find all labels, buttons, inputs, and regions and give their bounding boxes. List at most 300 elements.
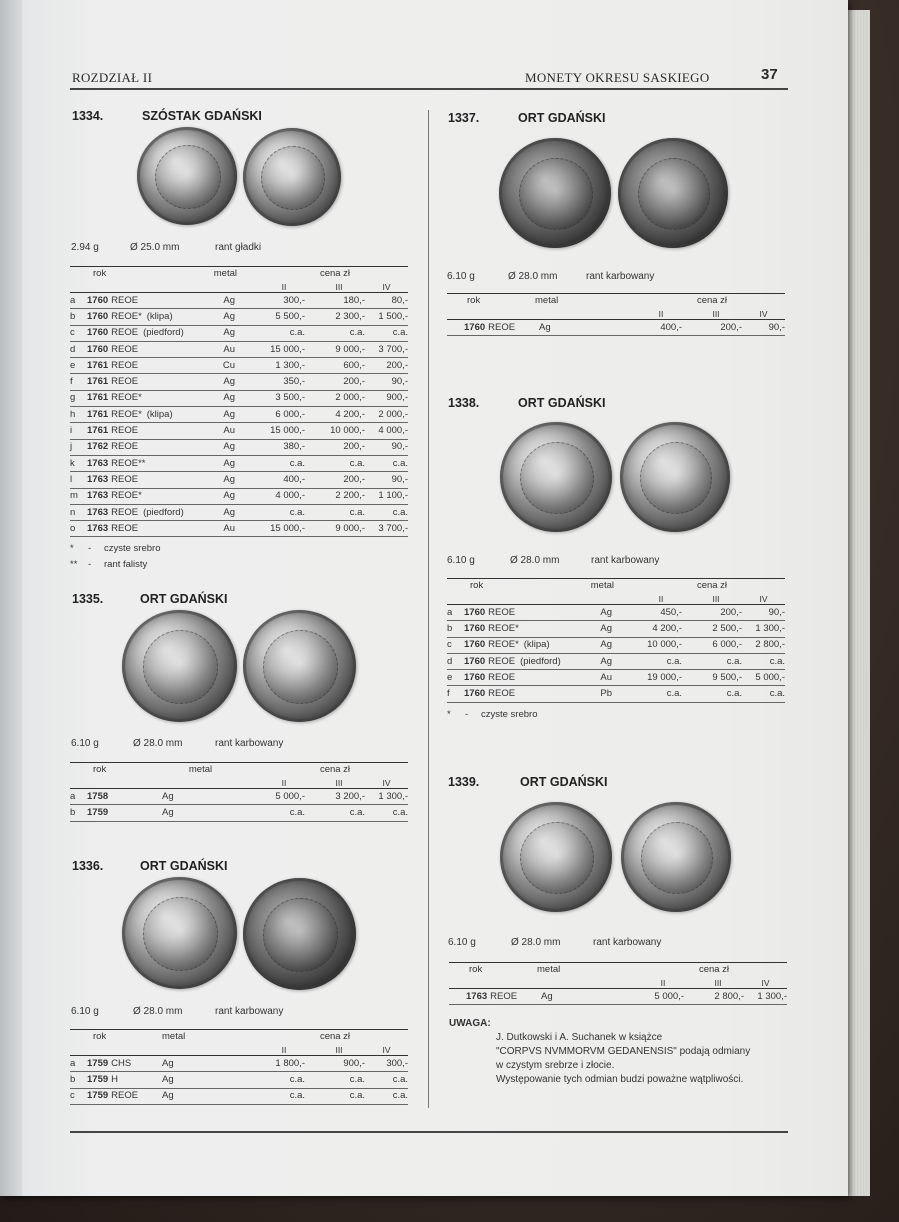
grade-header: II xyxy=(243,777,305,789)
mintmark: REOE* xyxy=(111,392,142,404)
table-row xyxy=(70,439,408,455)
year: 1760 xyxy=(464,655,486,667)
mintmark: REOE xyxy=(111,294,139,306)
price-iv: c.a. xyxy=(365,1088,408,1104)
grade-header: IV xyxy=(742,308,785,320)
uwaga-line: J. Dutkowski i A. Suchanek w książce xyxy=(496,1032,663,1043)
coin-obverse-1336 xyxy=(122,877,237,989)
entry-number-1334: 1334. xyxy=(72,109,104,123)
diameter-1339: Ø 28.0 mm xyxy=(511,937,561,948)
note-mark: ** xyxy=(70,559,78,570)
row-letter: e xyxy=(447,670,462,686)
grade-header: II xyxy=(622,977,684,989)
year: 1761 xyxy=(87,376,109,388)
price-iii: 200,- xyxy=(305,374,365,390)
price-iv: c.a. xyxy=(742,686,785,702)
grade-header: IV xyxy=(365,1044,408,1056)
mintmark: REOE xyxy=(111,441,139,453)
row-year-mint xyxy=(85,439,203,455)
price-iii: 2 200,- xyxy=(305,488,365,504)
cena-header: cena zł xyxy=(682,579,742,594)
table-row xyxy=(447,320,785,336)
year: 1762 xyxy=(87,441,109,453)
price-ii: 5 500,- xyxy=(243,309,305,325)
price-ii: 15 000,- xyxy=(243,341,305,357)
price-iii: 200,- xyxy=(305,472,365,488)
section-title: MONETY OKRESU SASKIEGO xyxy=(525,70,710,85)
price-ii: 380,- xyxy=(243,439,305,455)
row-year-mint xyxy=(462,686,580,702)
row-letter: b xyxy=(447,621,462,637)
year: 1763 xyxy=(466,990,488,1002)
grade-header: IV xyxy=(365,281,408,293)
price-iii: 9 500,- xyxy=(682,670,742,686)
entry-number-1337: 1337. xyxy=(448,111,480,125)
table-row xyxy=(447,670,785,686)
footer-rule xyxy=(70,1131,788,1133)
year: 1760 xyxy=(464,688,486,700)
uwaga-line: w czystym srebrze i złocie. xyxy=(496,1060,615,1071)
table-row xyxy=(70,455,408,471)
table-row xyxy=(70,341,408,357)
variant: (klipa) xyxy=(146,310,173,322)
metal-header: metal xyxy=(580,579,620,594)
row-year-mint xyxy=(85,374,203,390)
price-iv: 90,- xyxy=(365,439,408,455)
price-iii: 180,- xyxy=(305,293,365,309)
table-row xyxy=(70,789,408,805)
row-letter: a xyxy=(70,1056,85,1072)
diameter-1337: Ø 28.0 mm xyxy=(508,271,558,282)
rok-header: rok xyxy=(85,1030,158,1045)
mintmark: REOE* xyxy=(111,408,142,420)
table-row xyxy=(449,989,787,1005)
page-number: 37 xyxy=(761,66,778,83)
price-table-1335 xyxy=(70,762,408,822)
coin-reverse-1334 xyxy=(243,128,341,226)
variant: (piedford) xyxy=(143,506,184,518)
uwaga-line: "CORPVS NVMMORVM GEDANENSIS" podają odmiany xyxy=(496,1046,751,1057)
metal: Ag xyxy=(203,407,243,423)
uwaga-label: UWAGA: xyxy=(449,1018,491,1029)
entry-title-1334: SZÓSTAK GDAŃSKI xyxy=(142,109,262,123)
price-iii: 900,- xyxy=(305,1056,365,1072)
note-text: rant falisty xyxy=(104,559,148,570)
row-letter: h xyxy=(70,407,85,423)
price-iv: 90,- xyxy=(742,605,785,621)
metal: Ag xyxy=(203,439,243,455)
entry-title-1337: ORT GDAŃSKI xyxy=(518,111,606,125)
price-iii: c.a. xyxy=(682,653,742,669)
price-iv: 2 000,- xyxy=(365,407,408,423)
row-year-mint xyxy=(85,325,203,341)
mintmark: REOE xyxy=(488,671,516,683)
price-ii: c.a. xyxy=(243,325,305,341)
table-row xyxy=(70,390,408,406)
row-letter: g xyxy=(70,390,85,406)
price-ii: 5 000,- xyxy=(622,989,684,1005)
row-year-mint xyxy=(462,670,580,686)
year: 1760 xyxy=(87,310,109,322)
cena-header: cena zł xyxy=(682,294,742,309)
price-iv: c.a. xyxy=(742,653,785,669)
price-table-1336 xyxy=(70,1029,408,1105)
price-iii: 2 500,- xyxy=(682,621,742,637)
row-letter: m xyxy=(70,488,85,504)
row-year-mint xyxy=(85,390,203,406)
price-iv: 1 100,- xyxy=(365,488,408,504)
metal: Ag xyxy=(203,390,243,406)
row-year-mint xyxy=(85,407,203,423)
price-ii: c.a. xyxy=(243,805,305,821)
price-iv: 80,- xyxy=(365,293,408,309)
row-letter: e xyxy=(70,358,85,374)
row-letter: c xyxy=(70,1088,85,1104)
row-letter: f xyxy=(70,374,85,390)
row-letter: a xyxy=(447,605,462,621)
entry-number-1335: 1335. xyxy=(72,592,104,606)
rok-header: rok xyxy=(85,267,203,282)
price-ii: 19 000,- xyxy=(620,670,682,686)
cena-header: cena zł xyxy=(305,267,365,282)
year: 1760 xyxy=(464,639,486,651)
grade-header: III xyxy=(305,281,365,293)
price-ii: 15 000,- xyxy=(243,423,305,439)
price-ii: 3 500,- xyxy=(243,390,305,406)
diameter-1334: Ø 25.0 mm xyxy=(130,242,180,253)
table-row xyxy=(70,805,408,821)
year: 1760 xyxy=(464,321,486,333)
price-iii: c.a. xyxy=(305,805,365,821)
row-year-mint xyxy=(85,488,203,504)
metal: Ag xyxy=(580,653,620,669)
table-row xyxy=(70,1056,408,1072)
price-iii: 4 200,- xyxy=(305,407,365,423)
edge-1337: rant karbowany xyxy=(586,271,655,282)
coin-obverse-1335 xyxy=(122,610,237,722)
cena-header: cena zł xyxy=(305,763,365,778)
row-letter: l xyxy=(70,472,85,488)
price-iii: 200,- xyxy=(305,439,365,455)
note-mark: * xyxy=(447,709,451,720)
grade-header: II xyxy=(243,281,305,293)
table-row xyxy=(447,605,785,621)
price-iv: 90,- xyxy=(365,374,408,390)
entry-number-1339: 1339. xyxy=(448,775,480,789)
table-row xyxy=(70,293,408,309)
mintmark: REOE xyxy=(111,376,139,388)
table-row xyxy=(70,407,408,423)
row-year-mint xyxy=(85,423,203,439)
row-year-mint xyxy=(462,320,535,336)
price-iv: 1 300,- xyxy=(365,789,408,805)
coin-obverse-1339 xyxy=(500,802,612,912)
mintmark: REOE* xyxy=(111,490,142,502)
table-row xyxy=(70,1072,408,1088)
metal: Ag xyxy=(158,789,243,805)
price-ii: 4 000,- xyxy=(243,488,305,504)
mintmark: REOE xyxy=(488,655,516,667)
rok-header: rok xyxy=(462,294,535,309)
metal: Ag xyxy=(203,455,243,471)
edge-1338: rant karbowany xyxy=(591,555,660,566)
metal: Ag xyxy=(203,374,243,390)
price-ii: c.a. xyxy=(243,1088,305,1104)
metal-header: metal xyxy=(158,763,243,778)
price-iv: c.a. xyxy=(365,504,408,520)
row-year-mint xyxy=(85,309,203,325)
column-divider xyxy=(428,110,429,1108)
price-ii: c.a. xyxy=(620,686,682,702)
year: 1761 xyxy=(87,359,109,371)
variant: (piedford) xyxy=(143,327,184,339)
price-iii: 600,- xyxy=(305,358,365,374)
rok-header: rok xyxy=(85,763,158,778)
coin-reverse-1339 xyxy=(621,802,731,912)
row-year-mint xyxy=(462,637,580,653)
price-iii: c.a. xyxy=(305,1088,365,1104)
year: 1760 xyxy=(464,606,486,618)
weight-1339: 6.10 g xyxy=(448,937,476,948)
row-letter: b xyxy=(70,1072,85,1088)
table-row xyxy=(70,488,408,504)
row-letter: f xyxy=(447,686,462,702)
year: 1759 xyxy=(87,1090,109,1102)
note-mark: * xyxy=(70,543,74,554)
metal-header: metal xyxy=(535,294,620,309)
rok-header: rok xyxy=(464,963,537,978)
metal: Au xyxy=(203,521,243,537)
row-year-mint xyxy=(85,1072,158,1088)
price-iv: c.a. xyxy=(365,455,408,471)
note-text: czyste srebro xyxy=(481,709,538,720)
price-iv: c.a. xyxy=(365,1072,408,1088)
grade-header: IV xyxy=(365,777,408,789)
price-ii: 4 200,- xyxy=(620,621,682,637)
mintmark: REOE xyxy=(488,606,516,618)
year: 1761 xyxy=(87,408,109,420)
price-ii: 300,- xyxy=(243,293,305,309)
row-year-mint xyxy=(85,472,203,488)
grade-header: II xyxy=(620,593,682,605)
row-letter: d xyxy=(70,341,85,357)
diameter-1336: Ø 28.0 mm xyxy=(133,1006,183,1017)
price-ii: c.a. xyxy=(620,653,682,669)
price-iii: 6 000,- xyxy=(682,637,742,653)
variant: (piedford) xyxy=(520,655,561,667)
year: 1759 xyxy=(87,806,109,818)
metal: Ag xyxy=(158,1072,243,1088)
row-year-mint xyxy=(462,605,580,621)
note-text: czyste srebro xyxy=(104,543,161,554)
price-iii: c.a. xyxy=(305,455,365,471)
edge-1339: rant karbowany xyxy=(593,937,662,948)
price-iii: 2 000,- xyxy=(305,390,365,406)
weight-1336: 6.10 g xyxy=(71,1006,99,1017)
cena-header: cena zł xyxy=(684,963,744,978)
weight-1338: 6.10 g xyxy=(447,555,475,566)
table-row xyxy=(447,621,785,637)
mintmark: REOE** xyxy=(111,457,146,469)
grade-header: III xyxy=(305,1044,365,1056)
price-table-1334 xyxy=(70,266,408,537)
price-iv: 90,- xyxy=(365,472,408,488)
year: 1763 xyxy=(87,522,109,534)
year: 1759 xyxy=(87,1073,109,1085)
uwaga-line: Występowanie tych odmian budzi poważne wątpliwości. xyxy=(496,1074,744,1085)
chapter-title: ROZDZIAŁ II xyxy=(72,70,153,85)
row-letter: k xyxy=(70,455,85,471)
table-row xyxy=(70,358,408,374)
row-letter: n xyxy=(70,504,85,520)
grade-header: IV xyxy=(742,593,785,605)
row-letter: b xyxy=(70,805,85,821)
mintmark: CHS xyxy=(111,1057,132,1069)
price-table-1338 xyxy=(447,578,785,703)
price-ii: 400,- xyxy=(620,320,682,336)
entry-title-1335: ORT GDAŃSKI xyxy=(140,592,228,606)
row-year-mint xyxy=(85,1088,158,1104)
year: 1760 xyxy=(87,343,109,355)
metal: Ag xyxy=(580,605,620,621)
cena-header: cena zł xyxy=(305,1030,365,1045)
row-letter: d xyxy=(447,653,462,669)
metal: Pb xyxy=(580,686,620,702)
weight-1334: 2.94 g xyxy=(71,242,99,253)
metal-header: metal xyxy=(537,963,622,978)
price-iv: 90,- xyxy=(742,320,785,336)
row-year-mint xyxy=(85,293,203,309)
metal: Ag xyxy=(537,989,622,1005)
price-iii: 10 000,- xyxy=(305,423,365,439)
price-iii: 3 200,- xyxy=(305,789,365,805)
table-row xyxy=(70,309,408,325)
rok-header: rok xyxy=(462,579,580,594)
variant: (klipa) xyxy=(146,408,173,420)
price-iv: c.a. xyxy=(365,805,408,821)
price-ii: c.a. xyxy=(243,504,305,520)
table-row xyxy=(70,374,408,390)
coin-reverse-1338 xyxy=(620,422,730,532)
mintmark: REOE* xyxy=(488,622,519,634)
price-ii: 1 800,- xyxy=(243,1056,305,1072)
price-iii: 9 000,- xyxy=(305,341,365,357)
price-iv: 1 300,- xyxy=(744,989,787,1005)
price-ii: 350,- xyxy=(243,374,305,390)
row-letter: c xyxy=(447,637,462,653)
mintmark: REOE xyxy=(111,327,139,339)
price-iv: 4 000,- xyxy=(365,423,408,439)
grade-header: III xyxy=(682,308,742,320)
row-year-mint xyxy=(85,789,158,805)
mintmark: REOE xyxy=(111,359,139,371)
price-ii: c.a. xyxy=(243,455,305,471)
metal: Au xyxy=(203,341,243,357)
metal: Ag xyxy=(203,488,243,504)
grade-header: II xyxy=(243,1044,305,1056)
coin-obverse-1334 xyxy=(137,127,237,225)
price-iv: 1 500,- xyxy=(365,309,408,325)
mintmark: REOE xyxy=(111,1090,139,1102)
diameter-1338: Ø 28.0 mm xyxy=(510,555,560,566)
weight-1337: 6.10 g xyxy=(447,271,475,282)
row-year-mint xyxy=(464,989,537,1005)
metal: Au xyxy=(580,670,620,686)
mintmark: H xyxy=(111,1073,119,1085)
row-year-mint xyxy=(85,805,158,821)
mintmark: REOE xyxy=(111,522,139,534)
table-row xyxy=(70,521,408,537)
year: 1760 xyxy=(87,327,109,339)
row-year-mint xyxy=(85,1056,158,1072)
row-letter: i xyxy=(70,423,85,439)
price-iii: 9 000,- xyxy=(305,521,365,537)
price-iii: c.a. xyxy=(305,504,365,520)
coin-obverse-1337 xyxy=(499,138,611,248)
metal: Ag xyxy=(580,637,620,653)
row-letter: j xyxy=(70,439,85,455)
price-iv: 2 800,- xyxy=(742,637,785,653)
diameter-1335: Ø 28.0 mm xyxy=(133,738,183,749)
mintmark: REOE xyxy=(111,425,139,437)
row-year-mint xyxy=(85,358,203,374)
page-stack-edge xyxy=(848,10,870,1196)
table-row xyxy=(447,686,785,702)
year: 1761 xyxy=(87,425,109,437)
metal: Ag xyxy=(203,325,243,341)
price-iv: 3 700,- xyxy=(365,341,408,357)
note-dash: - xyxy=(88,543,92,554)
entry-title-1338: ORT GDAŃSKI xyxy=(518,396,606,410)
row-year-mint xyxy=(85,341,203,357)
price-iii: 2 800,- xyxy=(684,989,744,1005)
price-table-1337 xyxy=(447,293,785,336)
mintmark: REOE xyxy=(111,343,139,355)
weight-1335: 6.10 g xyxy=(71,738,99,749)
price-iii: 2 300,- xyxy=(305,309,365,325)
metal: Ag xyxy=(158,805,243,821)
row-letter xyxy=(447,320,462,336)
price-iii: c.a. xyxy=(305,325,365,341)
edge-1336: rant karbowany xyxy=(215,1006,284,1017)
metal: Ag xyxy=(203,472,243,488)
row-letter: a xyxy=(70,293,85,309)
row-year-mint xyxy=(462,621,580,637)
row-letter: c xyxy=(70,325,85,341)
row-year-mint xyxy=(85,455,203,471)
year: 1760 xyxy=(464,671,486,683)
table-row xyxy=(447,653,785,669)
price-table-1339 xyxy=(449,962,787,1005)
price-ii: 450,- xyxy=(620,605,682,621)
metal: Ag xyxy=(203,504,243,520)
entry-title-1339: ORT GDAŃSKI xyxy=(520,775,608,789)
price-iii: c.a. xyxy=(305,1072,365,1088)
table-row xyxy=(447,637,785,653)
coin-reverse-1336 xyxy=(243,878,356,990)
table-row xyxy=(70,472,408,488)
row-year-mint xyxy=(85,521,203,537)
variant: (klipa) xyxy=(523,639,550,651)
price-ii: 5 000,- xyxy=(243,789,305,805)
metal-header: metal xyxy=(158,1030,243,1045)
price-ii: 6 000,- xyxy=(243,407,305,423)
note-dash: - xyxy=(465,709,469,720)
mintmark: REOE* xyxy=(488,639,519,651)
entry-number-1336: 1336. xyxy=(72,859,104,873)
mintmark: REOE* xyxy=(111,310,142,322)
price-iv: 5 000,- xyxy=(742,670,785,686)
